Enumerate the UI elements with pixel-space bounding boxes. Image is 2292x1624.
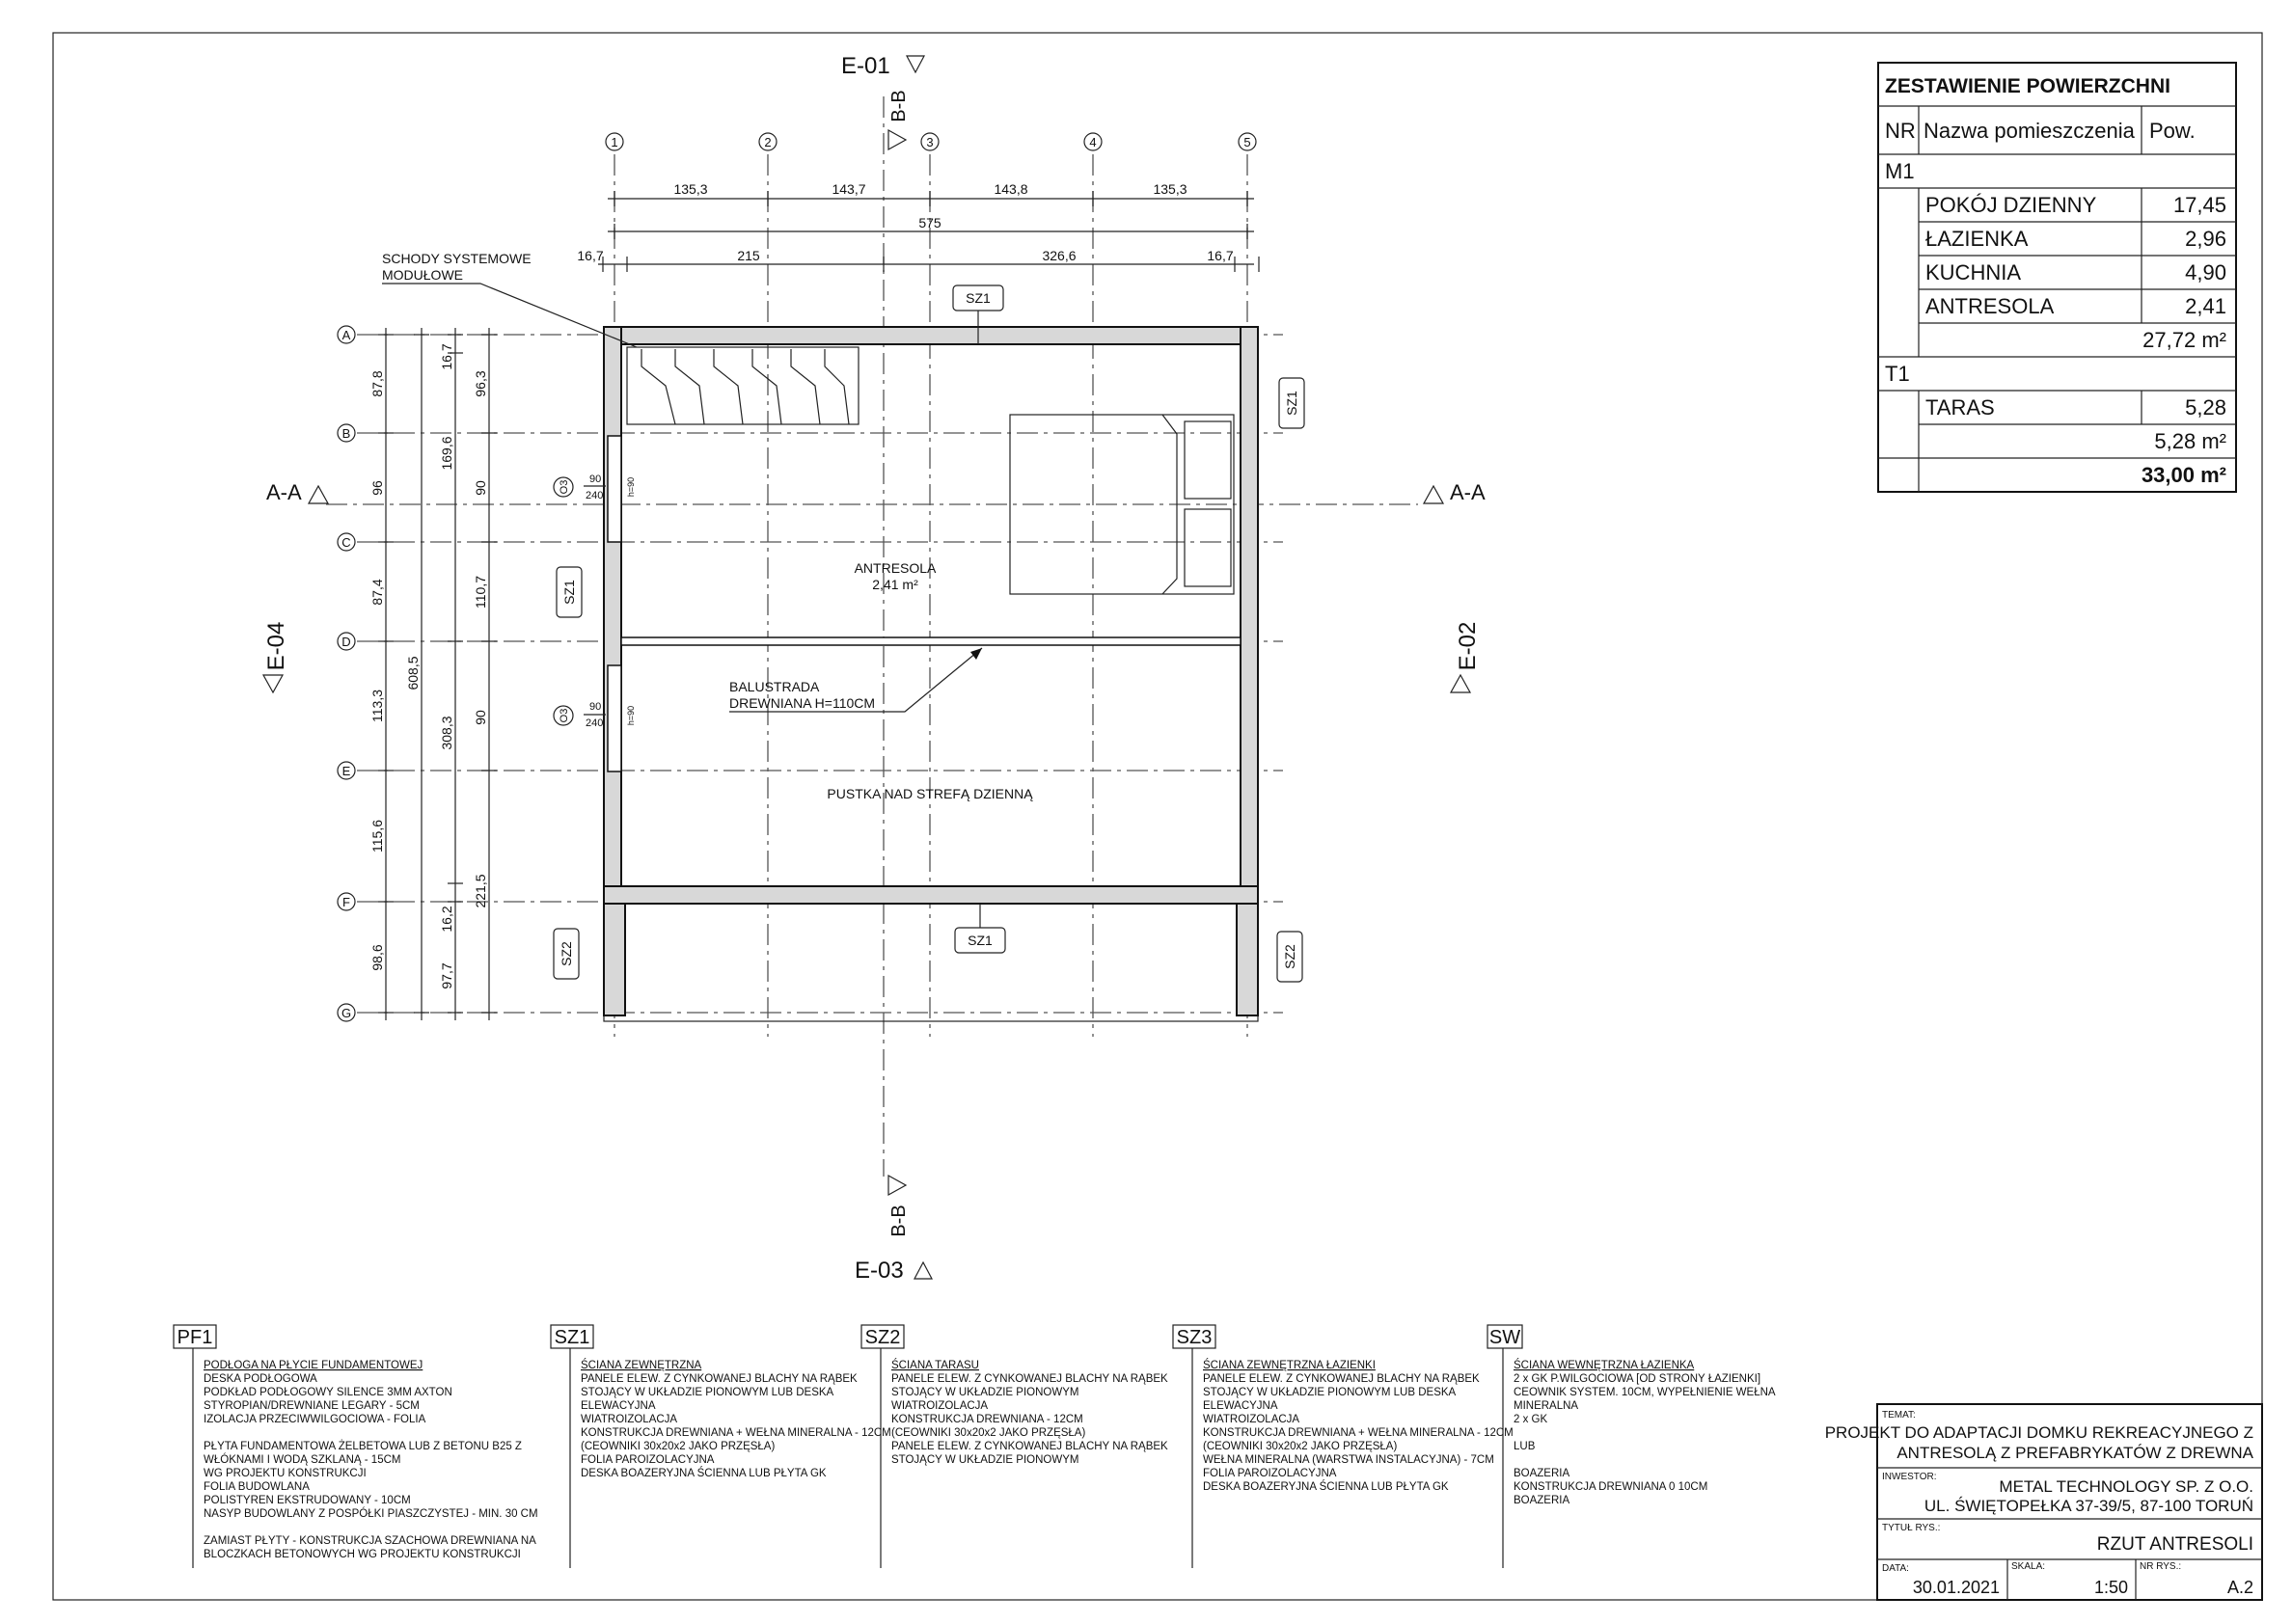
legend-pf1-lines: [204, 1360, 538, 1560]
legend-line: FOLIA BUDOWLANA: [204, 1481, 310, 1493]
dim-left-outer-1: 87,8: [369, 370, 385, 397]
title-scale: 1:50: [2093, 1578, 2128, 1597]
elevation-triangle-icon: [914, 1262, 932, 1279]
tag-sz1-top: SZ1: [966, 290, 991, 306]
dim-left-outer-3: 87,4: [369, 579, 385, 606]
area-group-m1: M1: [1885, 159, 1915, 183]
legend-line: DESKA BOAZERYJNA ŚCIENNA LUB PŁYTA GK: [581, 1468, 827, 1479]
area-row-value: 5,28: [2185, 395, 2226, 420]
legend-line: POLISTYREN EKSTRUDOWANY - 10CM: [204, 1495, 411, 1506]
legend-line: PANELE ELEW. Z CYNKOWANEJ BLACHY NA RĄBEK: [891, 1373, 1168, 1385]
window-tag-lower: O3: [559, 708, 570, 723]
area-row-value: 2,41: [2185, 294, 2226, 318]
title-subject-line1: PROJEKT DO ADAPTACJI DOMKU REKREACYJNEGO Z: [1824, 1423, 2253, 1442]
legend-line: KONSTRUKCJA DREWNIANA 0 10CM: [1514, 1481, 1708, 1493]
area-total: 33,00 m²: [2141, 463, 2226, 487]
window-tag-upper: O3: [559, 479, 570, 495]
area-row-value: 2,96: [2185, 227, 2226, 251]
legend-line: DESKA BOAZERYJNA ŚCIENNA LUB PŁYTA GK: [1203, 1481, 1449, 1493]
legend-line: (CEOWNIKI 30x20x2 JAKO PRZĘSŁA): [581, 1441, 776, 1452]
title-investor-line1: METAL TECHNOLOGY SP. Z O.O.: [1999, 1477, 2253, 1496]
stairs: [627, 347, 859, 424]
section-label-bb-top: B-B: [888, 90, 910, 122]
elevation-marker-top: [841, 53, 924, 79]
dim-left-mid-3: 308,3: [439, 716, 454, 750]
walls: [604, 327, 1258, 1021]
legend-line: ZAMIAST PŁYTY - KONSTRUKCJA SZACHOWA DREWNIANA NA: [204, 1535, 536, 1547]
wall-right: [1241, 327, 1258, 904]
grid-col-2: 2: [764, 135, 772, 149]
section-cut-aa: [266, 480, 1486, 504]
area-subtotal-m1: 27,72 m²: [2142, 328, 2226, 352]
legend-code-sz3: SZ3: [1176, 1327, 1213, 1348]
legend-code-sz1: SZ1: [554, 1327, 590, 1348]
legend-line: PANELE ELEW. Z CYNKOWANEJ BLACHY NA RĄBEK: [891, 1441, 1168, 1452]
legend-code-pf1: PF1: [177, 1327, 213, 1348]
section-triangle-icon: [888, 1176, 906, 1195]
legend-line: WŁÓKNAMI I WODĄ SZKLANĄ - 15CM: [204, 1454, 401, 1466]
legend-line: KONSTRUKCJA DREWNIANA + WEŁNA MINERALNA - 12CM: [581, 1427, 891, 1439]
legend-sw-lines: [1514, 1359, 1776, 1506]
title-number-label: NR RYS.:: [2140, 1561, 2182, 1572]
legend-line: ŚCIANA WEWNĘTRZNA ŁAZIENKA: [1514, 1360, 1695, 1371]
room-antresola-area: 2,41 m²: [872, 577, 918, 592]
railing-label-2: DREWNIANA H=110CM: [729, 695, 876, 711]
legend-line: 2 x GK: [1514, 1414, 1548, 1425]
legend-line: ŚCIANA ZEWNĘTRZNA: [581, 1360, 702, 1371]
legend-code-sz2: SZ2: [864, 1327, 901, 1348]
terrace-wall-right: [1237, 904, 1258, 1015]
section-label-bb-bottom: B-B: [888, 1204, 910, 1237]
legend-line: STOJĄCY W UKŁADZIE PIONOWYM LUB DESKA: [1203, 1387, 1457, 1398]
area-table-title: ZESTAWIENIE POWIERZCHNI: [1885, 75, 2170, 97]
title-investor-line2: UL. ŚWIĘTOPEŁKA 37-39/5, 87-100 TORUŃ: [1924, 1497, 2253, 1515]
dimension-lines-left: [369, 328, 497, 1020]
window-left-upper: [608, 436, 621, 542]
grid-row-g: G: [341, 1006, 352, 1020]
dim-top-row3-2: 215: [737, 248, 760, 263]
dim-left-outer-6: 98,6: [369, 944, 385, 971]
grid-row-markers: [338, 326, 355, 1021]
dim-left-outer-5: 115,6: [369, 820, 385, 853]
grid-column-markers: [606, 133, 1256, 150]
legend-line: ELEWACYJNA: [1203, 1400, 1278, 1412]
legend-line: BLOCZKACH BETONOWYCH WG PROJEKTU KONSTRUKCJI: [204, 1549, 521, 1560]
dim-left-mid-4: 16,2: [439, 906, 454, 933]
legend-line: WG PROJEKTU KONSTRUKCJI: [204, 1468, 367, 1479]
tag-sz1-left: SZ1: [561, 580, 577, 605]
legend-sz3-lines: [1203, 1359, 1514, 1493]
dim-top-row3-3: 326,6: [1042, 248, 1077, 263]
window-left-lower: [608, 665, 621, 771]
window-width-lower: 90: [589, 701, 602, 713]
legend-line: BOAZERIA: [1514, 1468, 1570, 1479]
grid-row-a: A: [341, 328, 351, 342]
legend-line: 2 x GK P.WILGOCIOWA [OD STRONY ŁAZIENKI]: [1514, 1373, 1761, 1385]
legend: [174, 1325, 1776, 1568]
railing-label-1: BALUSTRADA: [729, 679, 820, 694]
tag-sz2-left: SZ2: [559, 941, 574, 966]
legend-line: CEOWNIK SYSTEM. 10CM, WYPEŁNIENIE WEŁNA: [1514, 1387, 1776, 1398]
legend-line: STOJĄCY W UKŁADZIE PIONOWYM: [891, 1387, 1079, 1398]
dim-left-mid-2: 169,6: [439, 436, 454, 471]
dim-left-mid-5: 97,7: [439, 962, 454, 989]
balustrade: [621, 637, 1241, 645]
tag-sz1-right: SZ1: [1284, 391, 1299, 416]
dim-top-total: 575: [918, 215, 941, 230]
area-row-value: 17,45: [2172, 193, 2226, 217]
legend-line: FOLIA PAROIZOLACYJNA: [581, 1454, 715, 1466]
elevation-marker-bottom: [855, 1258, 932, 1284]
area-row-name: KUCHNIA: [1925, 260, 2022, 284]
legend-line: KONSTRUKCJA DREWNIANA + WEŁNA MINERALNA - 12CM: [1203, 1427, 1514, 1439]
arrow-head-icon: [970, 648, 982, 660]
area-subtotal-t1: 5,28 m²: [2154, 429, 2226, 453]
stairs-label-2: MODUŁOWE: [382, 267, 463, 283]
grid-col-1: 1: [611, 135, 618, 149]
title-subject-line2: ANTRESOLĄ Z PREFABRYKATÓW Z DREWNA: [1896, 1444, 2253, 1462]
legend-line: ELEWACYJNA: [581, 1400, 656, 1412]
title-number: A.2: [2226, 1578, 2253, 1597]
window-sill-upper: h=90: [626, 476, 636, 498]
legend-line: PANELE ELEW. Z CYNKOWANEJ BLACHY NA RĄBEK: [1203, 1373, 1480, 1385]
section-label-aa-right: A-A: [1450, 480, 1486, 504]
grid-row-b: B: [341, 426, 351, 441]
title-date-label: DATA:: [1882, 1563, 1909, 1574]
area-group-t1: T1: [1885, 362, 1910, 386]
legend-code-sw: SW: [1488, 1327, 1521, 1348]
legend-line: MINERALNA: [1514, 1400, 1579, 1412]
window-height-lower: 240: [586, 717, 604, 729]
grid-col-3: 3: [926, 135, 934, 149]
dim-top-4: 135,3: [1153, 181, 1187, 197]
elevation-label-e03: E-03: [855, 1258, 904, 1284]
dim-left-outer-4: 113,3: [369, 690, 385, 722]
legend-line: STOJĄCY W UKŁADZIE PIONOWYM LUB DESKA: [581, 1387, 834, 1398]
legend-line: (CEOWNIKI 30x20x2 JAKO PRZĘSŁA): [1203, 1441, 1398, 1452]
dim-top-row3-4: 16,7: [1207, 248, 1234, 263]
legend-line: KONSTRUKCJA DREWNIANA - 12CM: [891, 1414, 1083, 1425]
room-antresola-name: ANTRESOLA: [854, 560, 937, 576]
area-row-name: ŁAZIENKA: [1925, 227, 2029, 251]
elevation-triangle-icon: [907, 56, 924, 72]
legend-sz1-lines: [581, 1359, 891, 1479]
section-triangle-icon: [1424, 486, 1443, 503]
dim-left-inner-1: 96,3: [473, 370, 488, 397]
legend-line: STYROPIAN/DREWNIANE LEGARY - 5CM: [204, 1400, 420, 1412]
elevation-label-e01: E-01: [841, 53, 890, 79]
section-triangle-icon: [309, 486, 328, 503]
legend-line: DESKA PODŁOGOWA: [204, 1373, 317, 1385]
area-table-header-name: Nazwa pomieszczenia: [1924, 119, 2135, 143]
legend-line: LUB: [1514, 1441, 1536, 1452]
area-row-name: POKÓJ DZIENNY: [1925, 193, 2097, 217]
void-label: PUSTKA NAD STREFĄ DZIENNĄ: [827, 786, 1033, 801]
grid-col-4: 4: [1089, 135, 1097, 149]
title-drawing-name: RZUT ANTRESOLI: [2096, 1534, 2253, 1555]
area-table: [1878, 63, 2236, 492]
legend-line: PANELE ELEW. Z CYNKOWANEJ BLACHY NA RĄBEK: [581, 1373, 858, 1385]
legend-line: PŁYTA FUNDAMENTOWA ŻELBETOWA LUB Z BETONU B25 Z: [204, 1441, 522, 1452]
wall-left: [604, 327, 621, 904]
grid-row-f: F: [342, 895, 350, 909]
dim-top-1: 135,3: [673, 181, 708, 197]
dimension-lines-top: [577, 181, 1259, 272]
section-label-aa-left: A-A: [266, 480, 302, 504]
legend-line: BOAZERIA: [1514, 1495, 1570, 1506]
title-block: [1825, 1404, 2262, 1600]
dim-left-inner-3: 110,7: [473, 576, 488, 609]
legend-line: WEŁNA MINERALNA (WARSTWA INSTALACYJNA) - 7CM: [1203, 1454, 1494, 1466]
dim-left-inner-4: 90: [473, 710, 488, 725]
window-sill-lower: h=90: [626, 705, 636, 726]
dim-top-row3-1: 16,7: [577, 248, 604, 263]
elevation-triangle-icon: [263, 675, 283, 692]
grid-col-5: 5: [1243, 135, 1251, 149]
elevation-label-e04: E-04: [263, 621, 289, 671]
legend-line: WIATROIZOLACJA: [1203, 1414, 1300, 1425]
legend-line: STOJĄCY W UKŁADZIE PIONOWYM: [891, 1454, 1079, 1466]
dim-left-inner-2: 90: [473, 480, 488, 496]
legend-line: PODKŁAD PODŁOGOWY SILENCE 3MM AXTON: [204, 1387, 452, 1398]
section-triangle-icon: [888, 130, 906, 149]
legend-line: NASYP BUDOWLANY Z POSPÓŁKI PIASZCZYSTEJ - MIN. 30 CM: [204, 1508, 538, 1520]
area-row-name: TARAS: [1925, 395, 1995, 420]
elevation-label-e02: E-02: [1455, 621, 1481, 671]
elevation-marker-right: [1451, 622, 1481, 692]
grid-row-e: E: [341, 764, 351, 778]
dim-left-inner-5: 221,5: [473, 874, 488, 908]
window-height-upper: 240: [586, 490, 604, 501]
grid-row-d: D: [341, 635, 351, 649]
title-investor-label: INWESTOR:: [1882, 1472, 1937, 1482]
legend-line: PODŁOGA NA PŁYCIE FUNDAMENTOWEJ: [204, 1360, 423, 1371]
stairs-label-1: SCHODY SYSTEMOWE: [382, 251, 532, 266]
area-row-value: 4,90: [2185, 260, 2226, 284]
title-drawing-label: TYTUŁ RYS.:: [1882, 1523, 1941, 1533]
window-width-upper: 90: [589, 474, 602, 485]
section-cut-bb: [888, 90, 910, 1236]
legend-line: FOLIA PAROIZOLACYJNA: [1203, 1468, 1337, 1479]
dim-left-mid-1: 16,7: [439, 343, 454, 370]
elevation-marker-left: [263, 622, 289, 692]
tag-sz1-bottom: SZ1: [968, 933, 993, 948]
grid-row-c: C: [341, 535, 351, 550]
legend-line: IZOLACJA PRZECIWWILGOCIOWA - FOLIA: [204, 1414, 426, 1425]
legend-sz2-lines: [891, 1359, 1168, 1466]
legend-line: WIATROIZOLACJA: [581, 1414, 678, 1425]
area-table-header-area: Pow.: [2149, 119, 2196, 143]
dim-left-outer-2: 96: [369, 480, 385, 496]
legend-line: WIATROIZOLACJA: [891, 1400, 989, 1412]
legend-line: ŚCIANA TARASU: [891, 1360, 979, 1371]
elevation-triangle-icon: [1451, 675, 1470, 692]
title-scale-label: SKALA:: [2011, 1561, 2046, 1572]
dim-top-3: 143,8: [994, 181, 1028, 197]
tag-sz2-right: SZ2: [1282, 944, 1297, 969]
wall-top: [604, 327, 1258, 344]
legend-line: (CEOWNIKI 30x20x2 JAKO PRZĘSŁA): [891, 1427, 1086, 1439]
area-row-name: ANTRESOLA: [1925, 294, 2055, 318]
title-date: 30.01.2021: [1912, 1578, 2000, 1597]
dim-top-2: 143,7: [832, 181, 866, 197]
wall-bottom: [604, 886, 1258, 904]
area-table-header-nr: NR: [1885, 119, 1916, 143]
title-subject-label: TEMAT:: [1882, 1410, 1916, 1421]
legend-line: ŚCIANA ZEWNĘTRZNA ŁAZIENKI: [1203, 1360, 1376, 1371]
dim-left-total: 608,5: [405, 656, 421, 690]
terrace-wall-left: [604, 904, 625, 1015]
